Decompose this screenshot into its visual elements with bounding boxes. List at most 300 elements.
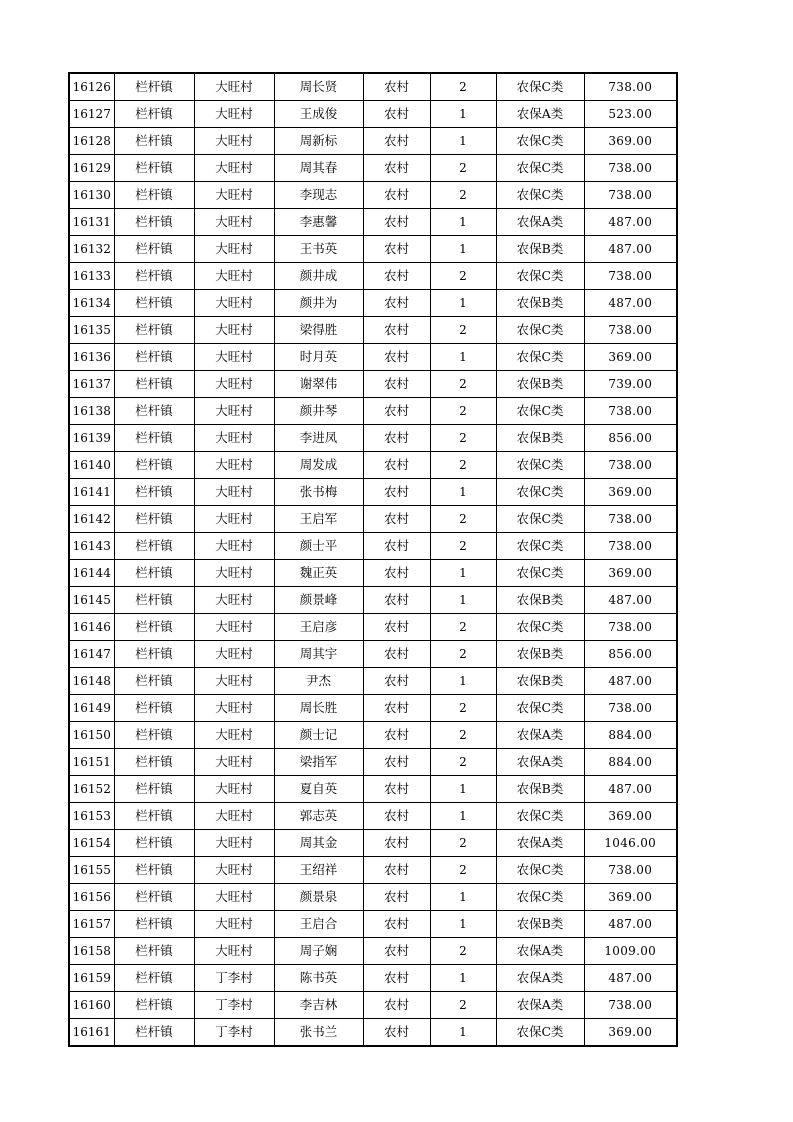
cell-person-name: 夏自英	[274, 776, 363, 803]
cell-town: 栏杆镇	[114, 992, 194, 1019]
cell-member-count: 2	[430, 857, 496, 884]
cell-household-type: 农村	[363, 749, 430, 776]
cell-household-type: 农村	[363, 587, 430, 614]
table-row	[69, 398, 677, 425]
cell-household-type: 农村	[363, 263, 430, 290]
cell-insurance-category: 农保A类	[496, 209, 584, 236]
table-row	[69, 722, 677, 749]
table-row	[69, 425, 677, 452]
cell-household-type: 农村	[363, 641, 430, 668]
table-row	[69, 857, 677, 884]
cell-amount: 738.00	[584, 614, 677, 641]
cell-member-count: 1	[430, 587, 496, 614]
cell-village: 大旺村	[194, 236, 274, 263]
cell-town: 栏杆镇	[114, 803, 194, 830]
cell-amount: 487.00	[584, 209, 677, 236]
cell-insurance-category: 农保C类	[496, 128, 584, 155]
cell-person-name: 周新标	[274, 128, 363, 155]
cell-village: 大旺村	[194, 884, 274, 911]
cell-person-name: 颜士记	[274, 722, 363, 749]
cell-town: 栏杆镇	[114, 101, 194, 128]
cell-village: 丁李村	[194, 965, 274, 992]
cell-household-type: 农村	[363, 73, 430, 101]
cell-village: 大旺村	[194, 533, 274, 560]
table-row	[69, 668, 677, 695]
cell-person-name: 王启合	[274, 911, 363, 938]
cell-row-id: 16148	[69, 668, 114, 695]
cell-household-type: 农村	[363, 1019, 430, 1047]
cell-amount: 738.00	[584, 695, 677, 722]
cell-town: 栏杆镇	[114, 911, 194, 938]
cell-insurance-category: 农保B类	[496, 290, 584, 317]
cell-amount: 738.00	[584, 263, 677, 290]
cell-member-count: 2	[430, 398, 496, 425]
cell-amount: 738.00	[584, 533, 677, 560]
cell-person-name: 王书英	[274, 236, 363, 263]
cell-insurance-category: 农保B类	[496, 587, 584, 614]
table-row	[69, 209, 677, 236]
cell-person-name: 王启军	[274, 506, 363, 533]
cell-amount: 738.00	[584, 506, 677, 533]
cell-row-id: 16155	[69, 857, 114, 884]
cell-row-id: 16143	[69, 533, 114, 560]
cell-person-name: 尹杰	[274, 668, 363, 695]
cell-row-id: 16144	[69, 560, 114, 587]
cell-town: 栏杆镇	[114, 560, 194, 587]
cell-row-id: 16152	[69, 776, 114, 803]
cell-row-id: 16147	[69, 641, 114, 668]
cell-insurance-category: 农保A类	[496, 992, 584, 1019]
cell-amount: 369.00	[584, 344, 677, 371]
cell-town: 栏杆镇	[114, 128, 194, 155]
cell-household-type: 农村	[363, 695, 430, 722]
cell-household-type: 农村	[363, 479, 430, 506]
cell-member-count: 1	[430, 344, 496, 371]
cell-town: 栏杆镇	[114, 290, 194, 317]
table-row	[69, 587, 677, 614]
table-row	[69, 101, 677, 128]
cell-row-id: 16127	[69, 101, 114, 128]
cell-village: 大旺村	[194, 749, 274, 776]
cell-household-type: 农村	[363, 425, 430, 452]
cell-town: 栏杆镇	[114, 452, 194, 479]
cell-village: 大旺村	[194, 398, 274, 425]
cell-member-count: 2	[430, 992, 496, 1019]
cell-amount: 856.00	[584, 641, 677, 668]
cell-row-id: 16135	[69, 317, 114, 344]
table-row	[69, 884, 677, 911]
cell-village: 大旺村	[194, 803, 274, 830]
cell-amount: 487.00	[584, 776, 677, 803]
cell-person-name: 颜士平	[274, 533, 363, 560]
cell-member-count: 1	[430, 1019, 496, 1047]
cell-amount: 738.00	[584, 398, 677, 425]
cell-row-id: 16136	[69, 344, 114, 371]
cell-insurance-category: 农保A类	[496, 722, 584, 749]
cell-member-count: 1	[430, 560, 496, 587]
cell-member-count: 1	[430, 236, 496, 263]
cell-town: 栏杆镇	[114, 317, 194, 344]
cell-household-type: 农村	[363, 290, 430, 317]
cell-household-type: 农村	[363, 236, 430, 263]
cell-village: 大旺村	[194, 938, 274, 965]
table-row	[69, 452, 677, 479]
table-row	[69, 560, 677, 587]
cell-household-type: 农村	[363, 209, 430, 236]
cell-insurance-category: 农保A类	[496, 938, 584, 965]
cell-household-type: 农村	[363, 452, 430, 479]
cell-household-type: 农村	[363, 533, 430, 560]
cell-village: 大旺村	[194, 155, 274, 182]
cell-person-name: 颜井琴	[274, 398, 363, 425]
cell-amount: 738.00	[584, 857, 677, 884]
cell-person-name: 王启彦	[274, 614, 363, 641]
cell-person-name: 颜井成	[274, 263, 363, 290]
cell-town: 栏杆镇	[114, 695, 194, 722]
cell-town: 栏杆镇	[114, 857, 194, 884]
cell-member-count: 1	[430, 479, 496, 506]
cell-member-count: 2	[430, 722, 496, 749]
cell-person-name: 谢翠伟	[274, 371, 363, 398]
cell-amount: 487.00	[584, 965, 677, 992]
cell-household-type: 农村	[363, 668, 430, 695]
cell-member-count: 1	[430, 668, 496, 695]
cell-household-type: 农村	[363, 128, 430, 155]
cell-town: 栏杆镇	[114, 614, 194, 641]
table-row	[69, 290, 677, 317]
cell-person-name: 周其金	[274, 830, 363, 857]
cell-amount: 738.00	[584, 992, 677, 1019]
cell-member-count: 2	[430, 830, 496, 857]
cell-town: 栏杆镇	[114, 722, 194, 749]
cell-member-count: 2	[430, 182, 496, 209]
cell-member-count: 2	[430, 425, 496, 452]
cell-village: 大旺村	[194, 506, 274, 533]
cell-amount: 738.00	[584, 317, 677, 344]
cell-person-name: 时月英	[274, 344, 363, 371]
cell-person-name: 陈书英	[274, 965, 363, 992]
cell-person-name: 周子娴	[274, 938, 363, 965]
cell-member-count: 2	[430, 155, 496, 182]
cell-row-id: 16128	[69, 128, 114, 155]
cell-row-id: 16131	[69, 209, 114, 236]
cell-town: 栏杆镇	[114, 965, 194, 992]
cell-town: 栏杆镇	[114, 587, 194, 614]
cell-household-type: 农村	[363, 398, 430, 425]
cell-row-id: 16153	[69, 803, 114, 830]
cell-insurance-category: 农保C类	[496, 884, 584, 911]
cell-town: 栏杆镇	[114, 749, 194, 776]
cell-row-id: 16137	[69, 371, 114, 398]
cell-village: 大旺村	[194, 695, 274, 722]
cell-town: 栏杆镇	[114, 344, 194, 371]
table-row	[69, 155, 677, 182]
cell-row-id: 16156	[69, 884, 114, 911]
table-row	[69, 911, 677, 938]
cell-town: 栏杆镇	[114, 1019, 194, 1047]
table-row	[69, 533, 677, 560]
cell-person-name: 周其春	[274, 155, 363, 182]
table-row	[69, 236, 677, 263]
cell-village: 大旺村	[194, 830, 274, 857]
cell-member-count: 2	[430, 263, 496, 290]
cell-village: 大旺村	[194, 776, 274, 803]
cell-row-id: 16142	[69, 506, 114, 533]
cell-town: 栏杆镇	[114, 641, 194, 668]
cell-household-type: 农村	[363, 884, 430, 911]
cell-town: 栏杆镇	[114, 398, 194, 425]
cell-person-name: 李进凤	[274, 425, 363, 452]
cell-town: 栏杆镇	[114, 155, 194, 182]
cell-village: 大旺村	[194, 182, 274, 209]
cell-household-type: 农村	[363, 965, 430, 992]
cell-village: 大旺村	[194, 722, 274, 749]
cell-insurance-category: 农保C类	[496, 73, 584, 101]
cell-village: 大旺村	[194, 479, 274, 506]
table-row	[69, 128, 677, 155]
cell-person-name: 李惠馨	[274, 209, 363, 236]
cell-row-id: 16139	[69, 425, 114, 452]
cell-amount: 856.00	[584, 425, 677, 452]
cell-person-name: 李现志	[274, 182, 363, 209]
cell-member-count: 1	[430, 911, 496, 938]
cell-member-count: 2	[430, 749, 496, 776]
table-row	[69, 182, 677, 209]
cell-village: 丁李村	[194, 1019, 274, 1047]
cell-household-type: 农村	[363, 857, 430, 884]
cell-amount: 487.00	[584, 290, 677, 317]
cell-village: 大旺村	[194, 857, 274, 884]
cell-insurance-category: 农保C类	[496, 695, 584, 722]
cell-insurance-category: 农保C类	[496, 857, 584, 884]
cell-insurance-category: 农保B类	[496, 371, 584, 398]
cell-village: 大旺村	[194, 452, 274, 479]
cell-town: 栏杆镇	[114, 182, 194, 209]
cell-person-name: 梁得胜	[274, 317, 363, 344]
cell-person-name: 张书兰	[274, 1019, 363, 1047]
cell-row-id: 16154	[69, 830, 114, 857]
cell-insurance-category: 农保C类	[496, 155, 584, 182]
cell-row-id: 16160	[69, 992, 114, 1019]
cell-person-name: 颜井为	[274, 290, 363, 317]
cell-row-id: 16146	[69, 614, 114, 641]
cell-person-name: 王绍祥	[274, 857, 363, 884]
cell-household-type: 农村	[363, 830, 430, 857]
cell-insurance-category: 农保C类	[496, 182, 584, 209]
cell-person-name: 周发成	[274, 452, 363, 479]
cell-row-id: 16138	[69, 398, 114, 425]
cell-amount: 369.00	[584, 128, 677, 155]
cell-amount: 738.00	[584, 155, 677, 182]
cell-row-id: 16140	[69, 452, 114, 479]
cell-insurance-category: 农保C类	[496, 506, 584, 533]
cell-village: 大旺村	[194, 668, 274, 695]
cell-row-id: 16130	[69, 182, 114, 209]
cell-town: 栏杆镇	[114, 479, 194, 506]
cell-household-type: 农村	[363, 101, 430, 128]
cell-row-id: 16161	[69, 1019, 114, 1047]
cell-person-name: 周长胜	[274, 695, 363, 722]
cell-town: 栏杆镇	[114, 776, 194, 803]
cell-amount: 369.00	[584, 1019, 677, 1047]
cell-amount: 369.00	[584, 560, 677, 587]
table-row	[69, 614, 677, 641]
cell-household-type: 农村	[363, 776, 430, 803]
cell-row-id: 16159	[69, 965, 114, 992]
cell-household-type: 农村	[363, 938, 430, 965]
table-row	[69, 1019, 677, 1047]
cell-household-type: 农村	[363, 155, 430, 182]
cell-row-id: 16133	[69, 263, 114, 290]
cell-member-count: 2	[430, 73, 496, 101]
cell-village: 丁李村	[194, 992, 274, 1019]
cell-insurance-category: 农保C类	[496, 317, 584, 344]
cell-insurance-category: 农保B类	[496, 641, 584, 668]
cell-village: 大旺村	[194, 101, 274, 128]
table-row	[69, 371, 677, 398]
table-row	[69, 641, 677, 668]
cell-village: 大旺村	[194, 128, 274, 155]
cell-insurance-category: 农保B类	[496, 425, 584, 452]
cell-member-count: 1	[430, 776, 496, 803]
cell-row-id: 16150	[69, 722, 114, 749]
cell-amount: 738.00	[584, 452, 677, 479]
cell-town: 栏杆镇	[114, 425, 194, 452]
cell-person-name: 李吉林	[274, 992, 363, 1019]
table-row	[69, 73, 677, 101]
cell-village: 大旺村	[194, 425, 274, 452]
cell-town: 栏杆镇	[114, 830, 194, 857]
cell-insurance-category: 农保C类	[496, 452, 584, 479]
cell-person-name: 王成俊	[274, 101, 363, 128]
cell-insurance-category: 农保C类	[496, 398, 584, 425]
cell-town: 栏杆镇	[114, 73, 194, 101]
cell-person-name: 周其宇	[274, 641, 363, 668]
cell-insurance-category: 农保C类	[496, 344, 584, 371]
cell-insurance-category: 农保C类	[496, 479, 584, 506]
cell-amount: 884.00	[584, 749, 677, 776]
cell-town: 栏杆镇	[114, 209, 194, 236]
table-body	[69, 73, 677, 1046]
cell-amount: 369.00	[584, 803, 677, 830]
cell-amount: 884.00	[584, 722, 677, 749]
cell-row-id: 16126	[69, 73, 114, 101]
cell-amount: 487.00	[584, 587, 677, 614]
cell-village: 大旺村	[194, 911, 274, 938]
cell-row-id: 16132	[69, 236, 114, 263]
cell-insurance-category: 农保A类	[496, 101, 584, 128]
cell-row-id: 16145	[69, 587, 114, 614]
cell-amount: 739.00	[584, 371, 677, 398]
table-row	[69, 506, 677, 533]
cell-amount: 369.00	[584, 479, 677, 506]
cell-household-type: 农村	[363, 722, 430, 749]
cell-member-count: 1	[430, 884, 496, 911]
cell-amount: 738.00	[584, 73, 677, 101]
cell-household-type: 农村	[363, 506, 430, 533]
cell-person-name: 颜景峰	[274, 587, 363, 614]
table-row	[69, 830, 677, 857]
cell-village: 大旺村	[194, 371, 274, 398]
cell-town: 栏杆镇	[114, 884, 194, 911]
cell-insurance-category: 农保B类	[496, 668, 584, 695]
cell-village: 大旺村	[194, 290, 274, 317]
cell-household-type: 农村	[363, 371, 430, 398]
cell-person-name: 颜景泉	[274, 884, 363, 911]
cell-member-count: 1	[430, 128, 496, 155]
cell-insurance-category: 农保C类	[496, 263, 584, 290]
cell-insurance-category: 农保A类	[496, 749, 584, 776]
cell-amount: 738.00	[584, 182, 677, 209]
table-row	[69, 749, 677, 776]
cell-town: 栏杆镇	[114, 506, 194, 533]
cell-amount: 487.00	[584, 236, 677, 263]
cell-village: 大旺村	[194, 641, 274, 668]
cell-amount: 487.00	[584, 668, 677, 695]
cell-member-count: 2	[430, 506, 496, 533]
cell-household-type: 农村	[363, 344, 430, 371]
cell-village: 大旺村	[194, 317, 274, 344]
cell-amount: 369.00	[584, 884, 677, 911]
cell-member-count: 2	[430, 317, 496, 344]
cell-household-type: 农村	[363, 317, 430, 344]
cell-insurance-category: 农保B类	[496, 776, 584, 803]
table-row	[69, 938, 677, 965]
cell-member-count: 2	[430, 533, 496, 560]
cell-insurance-category: 农保C类	[496, 560, 584, 587]
table-row	[69, 344, 677, 371]
cell-member-count: 2	[430, 695, 496, 722]
cell-person-name: 梁指军	[274, 749, 363, 776]
cell-insurance-category: 农保C类	[496, 533, 584, 560]
cell-amount: 1046.00	[584, 830, 677, 857]
cell-household-type: 农村	[363, 560, 430, 587]
cell-amount: 523.00	[584, 101, 677, 128]
cell-amount: 1009.00	[584, 938, 677, 965]
cell-village: 大旺村	[194, 587, 274, 614]
cell-village: 大旺村	[194, 560, 274, 587]
cell-person-name: 魏正英	[274, 560, 363, 587]
cell-insurance-category: 农保B类	[496, 911, 584, 938]
cell-member-count: 1	[430, 965, 496, 992]
cell-row-id: 16151	[69, 749, 114, 776]
cell-town: 栏杆镇	[114, 236, 194, 263]
cell-village: 大旺村	[194, 263, 274, 290]
cell-village: 大旺村	[194, 209, 274, 236]
cell-member-count: 1	[430, 803, 496, 830]
cell-insurance-category: 农保C类	[496, 614, 584, 641]
table-row	[69, 479, 677, 506]
cell-town: 栏杆镇	[114, 371, 194, 398]
table-row	[69, 776, 677, 803]
cell-town: 栏杆镇	[114, 668, 194, 695]
cell-member-count: 1	[430, 290, 496, 317]
cell-town: 栏杆镇	[114, 533, 194, 560]
cell-insurance-category: 农保B类	[496, 236, 584, 263]
cell-town: 栏杆镇	[114, 938, 194, 965]
cell-insurance-category: 农保C类	[496, 803, 584, 830]
cell-member-count: 2	[430, 452, 496, 479]
cell-person-name: 张书梅	[274, 479, 363, 506]
table-row	[69, 695, 677, 722]
cell-insurance-category: 农保A类	[496, 830, 584, 857]
cell-row-id: 16134	[69, 290, 114, 317]
cell-household-type: 农村	[363, 911, 430, 938]
cell-town: 栏杆镇	[114, 263, 194, 290]
cell-row-id: 16129	[69, 155, 114, 182]
cell-household-type: 农村	[363, 182, 430, 209]
cell-member-count: 2	[430, 641, 496, 668]
